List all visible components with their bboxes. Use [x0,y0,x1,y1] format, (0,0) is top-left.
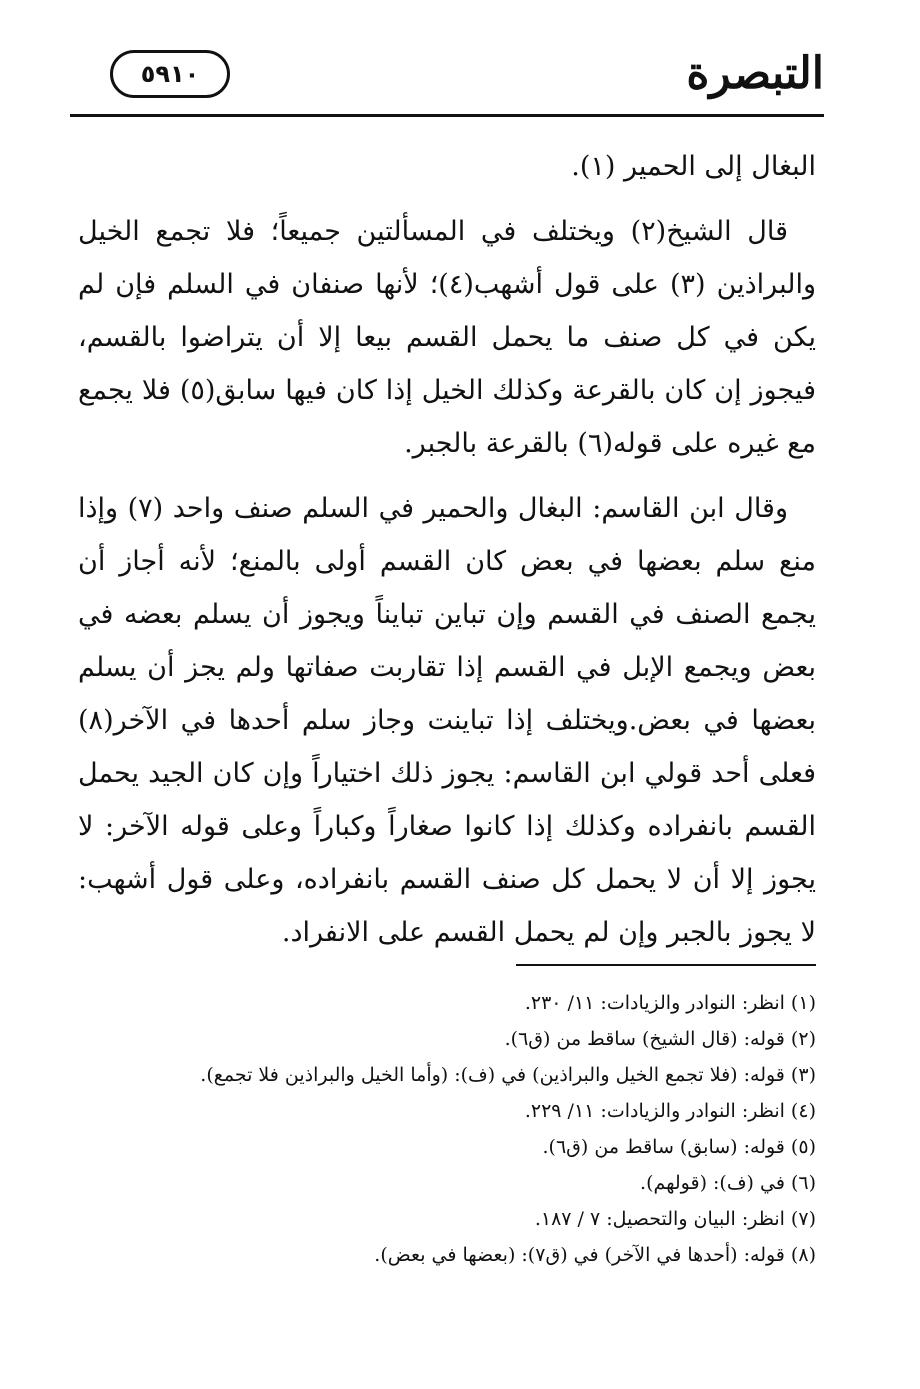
footnote: (٣) قوله: (فلا تجمع الخيل والبراذين) في (ف): (وأما الخيل والبراذين فلا تجمع). [200,1064,816,1086]
paragraph: وقال ابن القاسم: البغال والحمير في السلم صنف واحد (٧) وإذا منع سلم بعضها في بعض كان القسم أولى بالمنع؛ لأنه أجاز أن يجمع الصنف في القسم وإن تباين تبايناً ويجوز أن يسلم بعضه في بعض ويجمع الإبل في القسم إذا تقاربت صفاتها ولم يجز أن يسلم بعضها في بعض.ويختلف إذا تباينت وجاز سلم أحدها في الآخر(٨) فعلى أحد قولي ابن القاسم: يجوز ذلك اختياراً وإن كان الجيد يحمل القسم بانفراده وكذلك إذا كانوا صغاراً وكباراً وعلى قوله الآخر: لا يجوز إلا أن لا يحمل كل صنف القسم بانفراده، وعلى قول أشهب: لا يجوز بالجبر وإن لم يحمل القسم على الانفراد. [78,493,816,948]
book-title: التبصرة [686,48,824,99]
footnote: (٧) انظر: البيان والتحصيل: ٧ / ١٨٧. [534,1208,816,1230]
footnote: (٢) قوله: (قال الشيخ) ساقط من (ق٦). [504,1028,816,1050]
footnote: (٦) في (ف): (قولهم). [640,1172,816,1194]
paragraph: قال الشيخ(٢) ويختلف في المسألتين جميعاً؛ فلا تجمع الخيل والبراذين (٣) على قول أشهب(٤)؛ لأنها صنفان في السلم فإن لم يكن في كل صنف ما يحمل القسم بيعا إلا أن يتراضوا بالقسم، فيجوز إن كان بالقرعة وكذلك الخيل إذا كان فيها سابق(٥) فلا يجمع مع غيره على قوله(٦) بالقرعة بالجبر. [78,216,817,459]
footnotes [78,985,816,1273]
footnote: (٤) انظر: النوادر والزيادات: ١١/ ٢٢٩. [524,1100,816,1122]
footnote: (١) انظر: النوادر والزيادات: ١١/ ٢٣٠. [524,992,816,1014]
footnote-separator [516,964,816,966]
page-number-badge: ٥٩١٠ [110,50,230,98]
footnote: (٨) قوله: (أحدها في الآخر) في (ق٧): (بعضها في بعض). [374,1244,816,1266]
paragraph: البغال إلى الحمير (١). [571,151,816,182]
main-text [78,140,816,971]
page-header [70,38,824,118]
header-divider [70,114,824,117]
footnote: (٥) قوله: (سابق) ساقط من (ق٦). [542,1136,816,1158]
